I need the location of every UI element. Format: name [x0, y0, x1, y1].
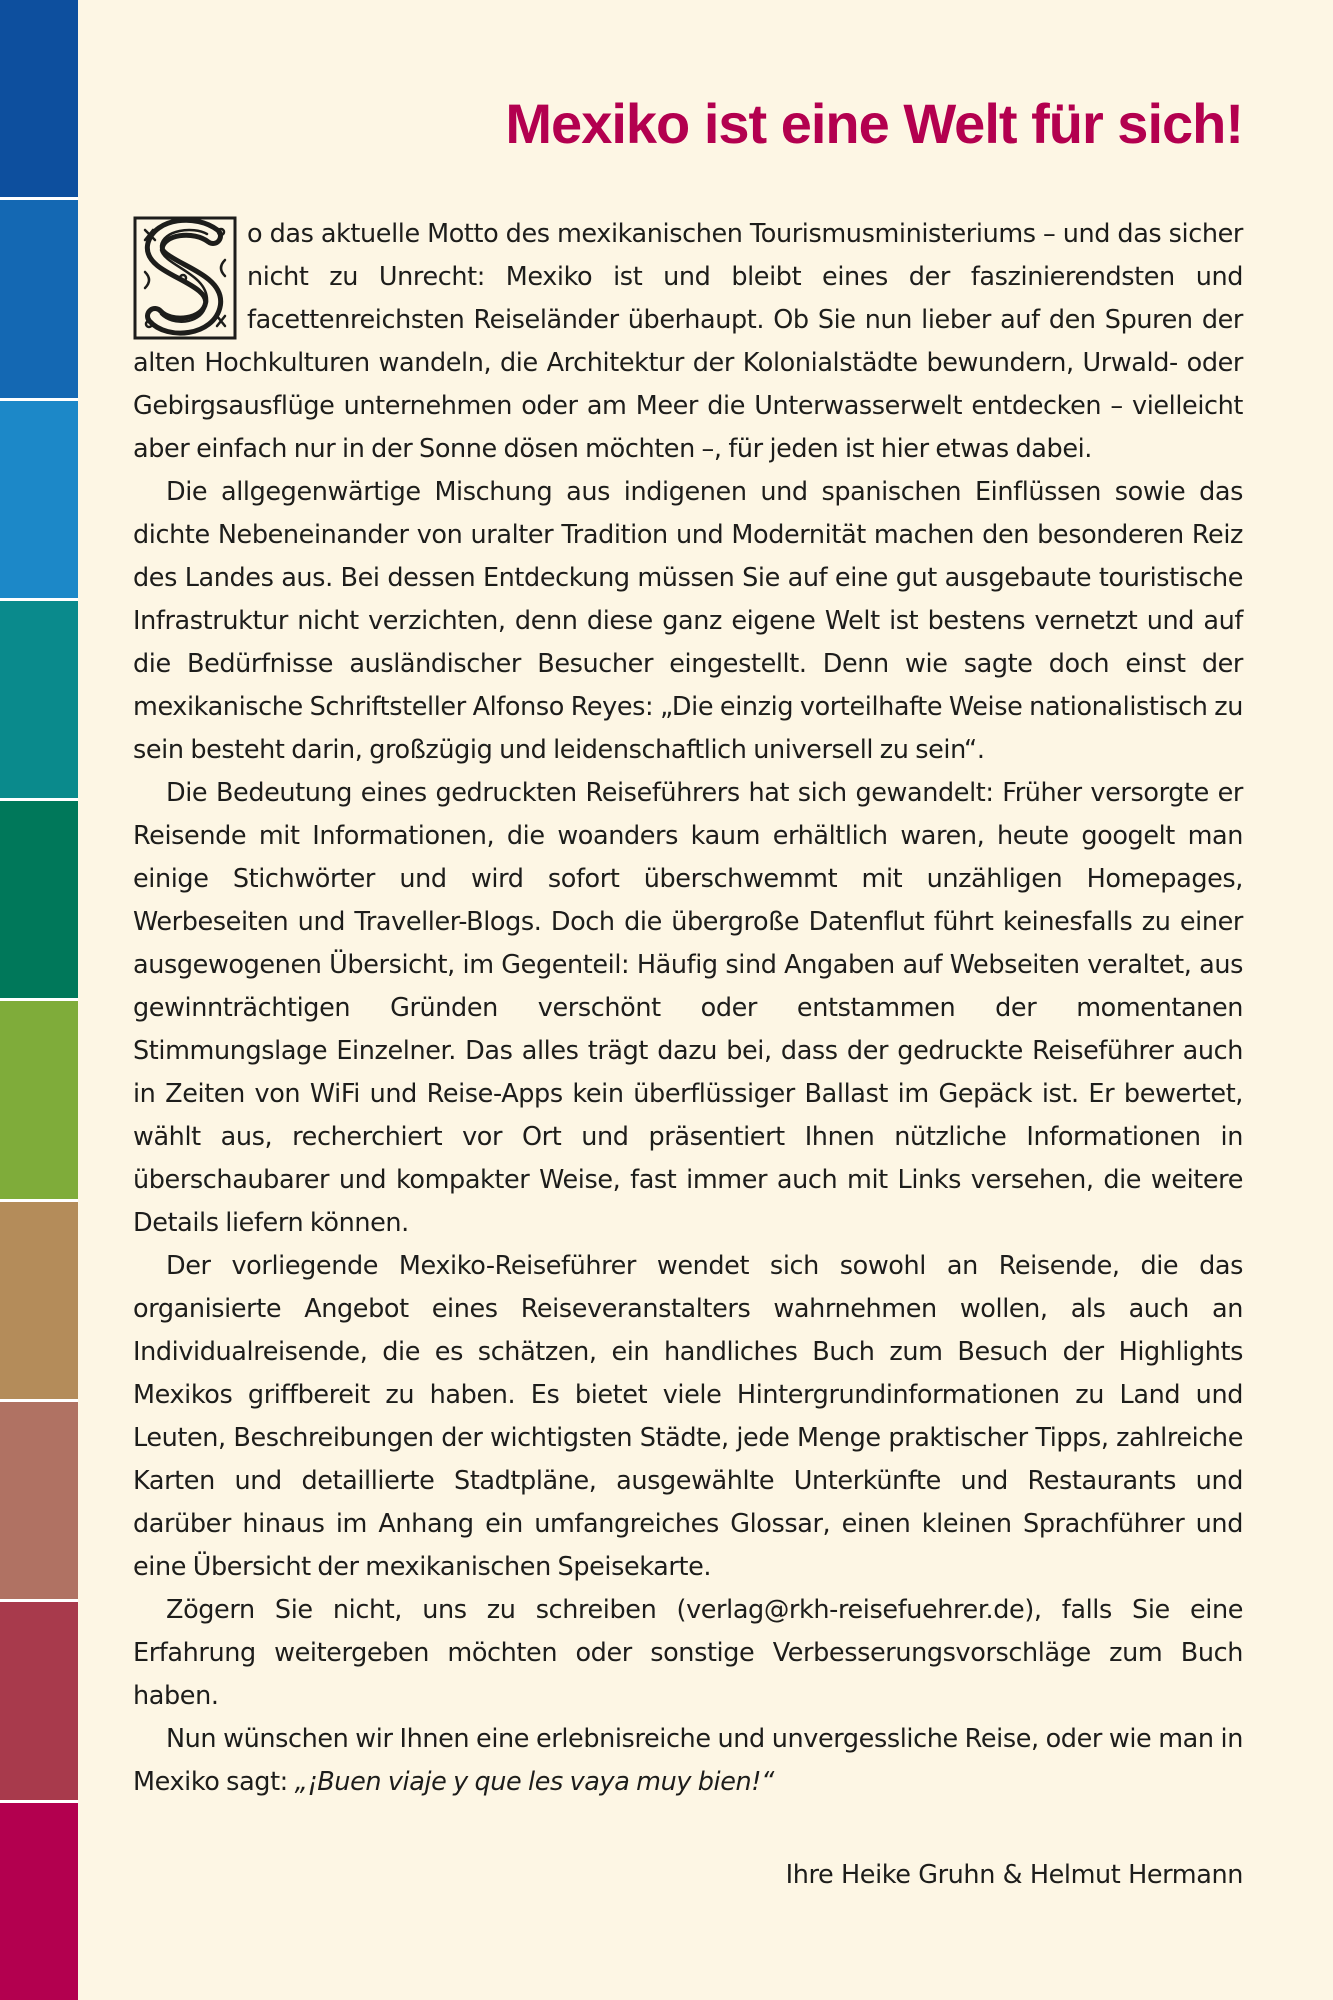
color-band [0, 0, 78, 200]
color-band [0, 200, 78, 400]
ornamental-letter-s-icon [133, 216, 237, 340]
page-title: Mexiko ist eine Welt für sich! [505, 92, 1243, 155]
paragraph: o das aktuelle Motto des mexikanischen Tourismusministeriums – und das sicher nicht zu Unrecht: Mexiko ist und bleibt eines der faszinierendsten und facettenreichsten Reiseländer überhaupt. Ob Sie nun lieber auf den Spuren der alten Hochkulturen wandeln, die Architektur der Kolonialstädte bewundern, Urwald- oder Gebirgsausflüge unternehmen oder am Meer die Unterwasserwelt entdecken – vielleicht aber einfach nur in der Sonne dösen möchten –, für jeden ist hier etwas dabei. [133, 213, 1243, 471]
color-band [0, 601, 78, 801]
closing-quote: „¡Buen viaje y que les vaya muy bien!“ [294, 1767, 774, 1797]
paragraph: Die Bedeutung eines gedruckten Reiseführers hat sich gewandelt: Früher versorgte er Reisende mit Informationen, die woanders kaum erhältlich waren, heute googelt man einige Stichwörter und wird sofort überschwemmt mit unzähligen Homepages, Werbeseiten und Traveller-Blogs. Doch die übergroße Datenflut führt keinesfalls zu einer ausgewogenen Übersicht, im Gegenteil: Häufig sind Angaben auf Webseiten veraltet, aus gewinnträchtigen Gründen verschönt oder entstammen der momentanen Stimmungslage Einzelner. Das alles trägt dazu bei, dass der gedruckte Reiseführer auch in Zeiten von WiFi und Reise-Apps kein überflüssiger Ballast im Gepäck ist. Er bewertet, wählt aus, recherchiert vor Ort und präsentiert Ihnen nützliche Informationen in überschaubarer und kompakter Weise, fast immer auch mit Links versehen, die weitere Details liefern können. [133, 778, 1243, 1238]
color-band [0, 1001, 78, 1201]
color-band [0, 1602, 78, 1802]
color-band [0, 1803, 78, 2000]
color-band [0, 1202, 78, 1402]
body-text [133, 213, 1243, 1804]
color-band [0, 801, 78, 1001]
signature: Ihre Heike Gruhn & Helmut Hermann [785, 1860, 1243, 1890]
side-color-bar [0, 0, 78, 2000]
paragraph: Der vorliegende Mexiko-Reiseführer wendet sich sowohl an Reisende, die das organisierte Angebot eines Reiseveranstalters wahrnehmen wollen, als auch an Individualreisende, die es schätzen, ein handliches Buch zum Besuch der Highlights Mexikos griffbereit zu haben. Es bietet viele Hintergrundinformationen zu Land und Leuten, Beschreibungen der wichtigsten Städte, jede Menge praktischer Tipps, zahlreiche Karten und detaillierte Stadtpläne, ausgewählte Unterkünfte und Restaurants und darüber hinaus im Anhang ein umfangreiches Glossar, einen kleinen Sprachführer und eine Übersicht der mexikanischen Speisekarte. [133, 1251, 1243, 1582]
paragraph: Zögern Sie nicht, uns zu schreiben (verlag@rkh-reisefuehrer.de), falls Sie eine Erfahrung weitergeben möchten oder sonstige Verbesserungsvorschläge zum Buch haben. [133, 1595, 1243, 1711]
color-band [0, 1402, 78, 1602]
paragraph: Nun wünschen wir Ihnen eine erlebnisreiche und unvergessliche Reise, oder wie man in Mexiko sagt: „¡Buen viaje y que les vaya muy bien!“ [133, 1724, 1243, 1797]
paragraph: Die allgegenwärtige Mischung aus indigenen und spanischen Einflüssen sowie das dichte Nebeneinander von uralter Tradition und Modernität machen den besonderen Reiz des Landes aus. Bei dessen Entdeckung müssen Sie auf eine gut ausgebaute touristische Infrastruktur nicht verzichten, denn diese ganz eigene Welt ist bestens vernetzt und auf die Bedürfnisse ausländischer Besucher eingestellt. Denn wie sagte doch einst der mexikanische Schriftsteller Alfonso Reyes: „Die einzig vorteilhafte Weise nationalistisch zu sein besteht darin, großzügig und leidenschaftlich universell zu sein“. [133, 477, 1243, 765]
color-band [0, 401, 78, 601]
